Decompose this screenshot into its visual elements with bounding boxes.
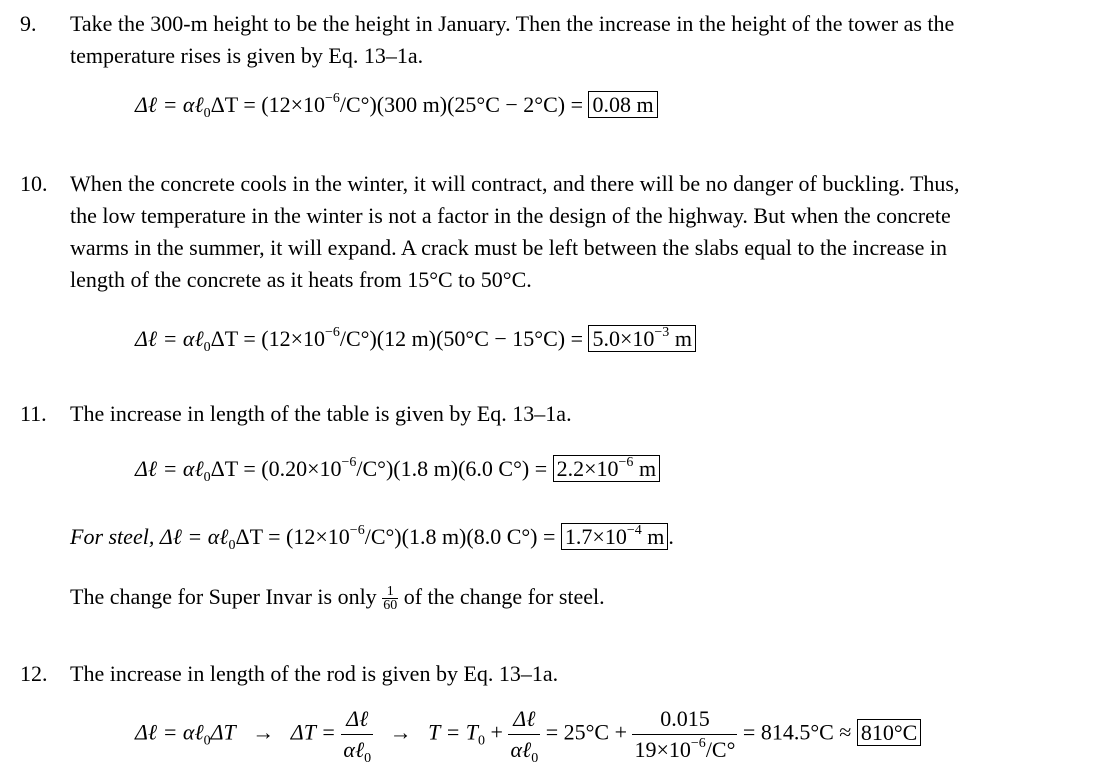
fraction-denominator: 60 [383,598,398,614]
fraction-numerator: 0.015 [632,704,737,735]
equation-lhs: Δℓ = αℓ [135,92,204,117]
answer-base: 5.0×10 [592,326,655,351]
eq-e: = 814.5°C ≈ [742,719,852,745]
answer-unit: m [669,326,692,351]
equation-lhs: Δℓ = αℓ [135,326,204,351]
equation-lhs: Δℓ = αℓ [135,456,204,481]
exponent: −6 [324,91,340,106]
boxed-answer [561,523,668,550]
equation-rest: /C°)(300 m)(25°C − 2°C) = [339,92,583,117]
text-line: The increase in length of the rod is given by Eq. 13–1a. [70,661,559,686]
den-text: αℓ [343,737,365,762]
steel-rest: /C°)(1.8 m)(8.0 C°) = [364,524,556,549]
exponent: −6 [690,736,706,751]
problem-number: 10. [20,171,48,196]
equation-mid: ΔT = (12×10 [210,92,325,117]
subscript: 0 [478,733,486,749]
compare-after: of the change for steel. [403,584,605,609]
compare-before: The change for Super Invar is only [70,584,377,609]
steel-mid: ΔT = (12×10 [235,524,350,549]
problem-text [70,658,1100,690]
eq-c: T = T [428,719,479,745]
exponent: −6 [324,325,340,340]
answer-exponent: −6 [618,455,634,470]
eq-d: = 25°C + [545,719,627,745]
plus: + [485,719,503,745]
problem-text [70,168,1100,296]
exponent: −6 [349,523,365,538]
subscript: 0 [203,470,211,485]
equation-rest: /C°)(12 m)(50°C − 15°C) = [339,326,583,351]
answer-unit: m [633,456,657,481]
eq-a: Δℓ = αℓ [135,719,204,745]
equation [135,90,658,120]
exponent: −6 [341,455,357,470]
subscript: 0 [203,733,211,749]
fraction-numerator: Δℓ [508,704,540,735]
den-unit: /C° [705,737,736,762]
den-text: 19×10 [634,737,691,762]
subscript: 0 [531,751,539,766]
equation [135,454,660,484]
fraction-denominator [632,735,737,765]
problem-text [70,8,1100,72]
eq-a-rest: ΔT [210,719,236,745]
fraction-denominator [508,735,540,765]
den-text: αℓ [510,737,532,762]
text-line: length of the concrete as it heats from 15°C to 50°C. [70,267,532,292]
subscript: 0 [364,751,372,766]
text-line: warms in the summer, it will expand. A crack must be left between the slabs equal to the increase in [70,235,948,260]
steel-equation [70,522,674,552]
problem-number: 12. [20,661,48,686]
eq-b: ΔT = [290,719,336,745]
fraction-one-sixtieth [382,585,398,612]
answer-unit: m [641,524,665,549]
equation-mid: ΔT = (0.20×10 [210,456,342,481]
text-line: temperature rises is given by Eq. 13–1a. [70,43,424,68]
text-line: Take the 300-m height to be the height in January. Then the increase in the height of the tower as the [70,11,955,36]
fraction-numerator: 1 [382,585,398,599]
fraction-numerator: Δℓ [341,704,373,735]
comparison-line [70,582,605,612]
arrow-icon: → [389,719,412,745]
boxed-answer [553,455,660,482]
equation-mid: ΔT = (12×10 [210,326,325,351]
fraction-denominator [341,735,373,765]
arrow-icon: → [252,719,275,745]
steel-prefix: For steel, Δℓ = αℓ [70,524,229,549]
boxed-answer: 810°C [857,719,921,746]
subscript: 0 [203,340,211,355]
answer-base: 1.7×10 [564,524,627,549]
text-line: When the concrete cools in the winter, it will contract, and there will be no danger of buckling. Thus, [70,171,960,196]
text-line: The increase in length of the table is given by Eq. 13–1a. [70,401,572,426]
problem-number: 11. [20,401,47,426]
problem-number: 9. [20,11,37,36]
fraction-numeric [632,704,737,765]
answer-exponent: −3 [654,325,670,340]
fraction-delta-l-over-alpha-l0 [508,704,540,765]
period: . [668,524,674,549]
text-line: the low temperature in the winter is not a factor in the design of the highway. But when the concrete [70,203,951,228]
equation-rest: /C°)(1.8 m)(6.0 C°) = [356,456,548,481]
fraction-delta-l-over-alpha-l0 [341,704,373,765]
boxed-answer [588,325,695,352]
answer-exponent: −4 [626,523,642,538]
subscript: 0 [228,538,236,553]
equation [135,324,696,354]
problem-text [70,398,1100,430]
answer-base: 2.2×10 [556,456,619,481]
subscript: 0 [203,106,211,121]
equation-chain [135,704,921,765]
boxed-answer: 0.08 m [588,91,657,118]
